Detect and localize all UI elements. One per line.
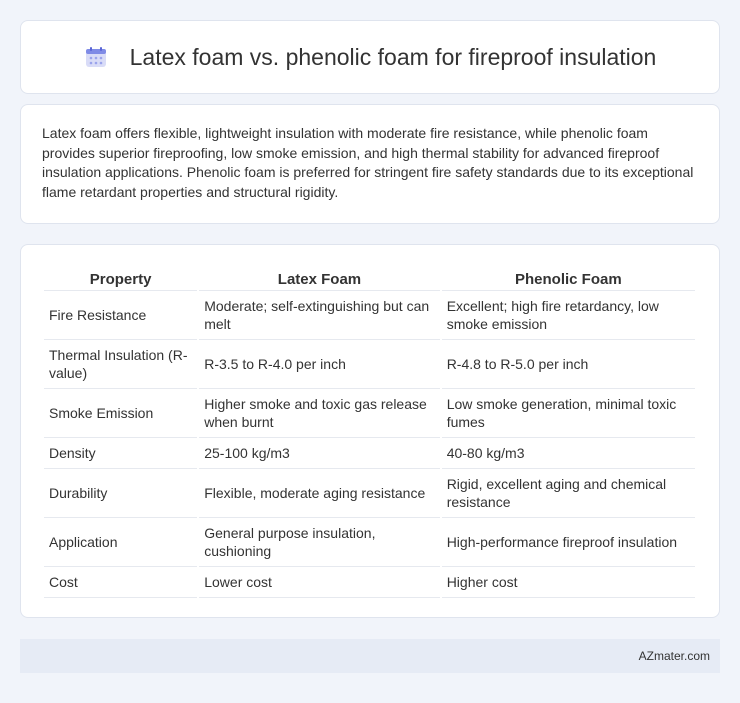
cell-latex: 25-100 kg/m3 bbox=[199, 438, 439, 469]
footer bbox=[20, 639, 720, 673]
table-row bbox=[44, 389, 695, 438]
cell-property: Thermal Insulation (R-value) bbox=[44, 340, 197, 389]
cell-latex: R-3.5 to R-4.0 per inch bbox=[199, 340, 439, 389]
cell-phenolic: Excellent; high fire retardancy, low smoke emission bbox=[442, 291, 695, 340]
header-latex-foam: Latex Foam bbox=[199, 265, 439, 291]
cell-property: Application bbox=[44, 518, 197, 567]
cell-latex: Lower cost bbox=[199, 567, 439, 598]
cell-phenolic: Higher cost bbox=[442, 567, 695, 598]
comparison-table-card bbox=[20, 244, 720, 618]
summary-card bbox=[20, 104, 720, 224]
title-card bbox=[20, 20, 720, 94]
footer-brand: AZmater.com bbox=[638, 649, 710, 663]
cell-phenolic: Rigid, excellent aging and chemical resistance bbox=[442, 469, 695, 518]
table-header-row bbox=[44, 265, 695, 291]
cell-latex: Flexible, moderate aging resistance bbox=[199, 469, 439, 518]
table-row bbox=[44, 340, 695, 389]
comparison-table bbox=[42, 265, 697, 598]
cell-latex: General purpose insulation, cushioning bbox=[199, 518, 439, 567]
summary-text: Latex foam offers flexible, lightweight insulation with moderate fire resistance, while phenolic foam provides superior fireproofing, low smoke emission, and high thermal stability for advanced fireproof insulation applications. Phenolic foam is preferred for stringent fire safety standards due to its exceptional flame retardant properties and structural rigidity. bbox=[42, 125, 694, 200]
table-row bbox=[44, 438, 695, 469]
cell-phenolic: High-performance fireproof insulation bbox=[442, 518, 695, 567]
table-row bbox=[44, 291, 695, 340]
table-row bbox=[44, 567, 695, 598]
cell-phenolic: Low smoke generation, minimal toxic fumes bbox=[442, 389, 695, 438]
header-property: Property bbox=[44, 265, 197, 291]
calendar-icon bbox=[84, 45, 108, 69]
cell-latex: Moderate; self-extinguishing but can melt bbox=[199, 291, 439, 340]
page-title: Latex foam vs. phenolic foam for fireproof insulation bbox=[129, 43, 657, 70]
cell-phenolic: 40-80 kg/m3 bbox=[442, 438, 695, 469]
cell-property: Smoke Emission bbox=[44, 389, 197, 438]
header-phenolic-foam: Phenolic Foam bbox=[442, 265, 695, 291]
table-row bbox=[44, 469, 695, 518]
cell-property: Cost bbox=[44, 567, 197, 598]
cell-property: Density bbox=[44, 438, 197, 469]
cell-phenolic: R-4.8 to R-5.0 per inch bbox=[442, 340, 695, 389]
cell-property: Durability bbox=[44, 469, 197, 518]
cell-latex: Higher smoke and toxic gas release when burnt bbox=[199, 389, 439, 438]
cell-property: Fire Resistance bbox=[44, 291, 197, 340]
table-row bbox=[44, 518, 695, 567]
